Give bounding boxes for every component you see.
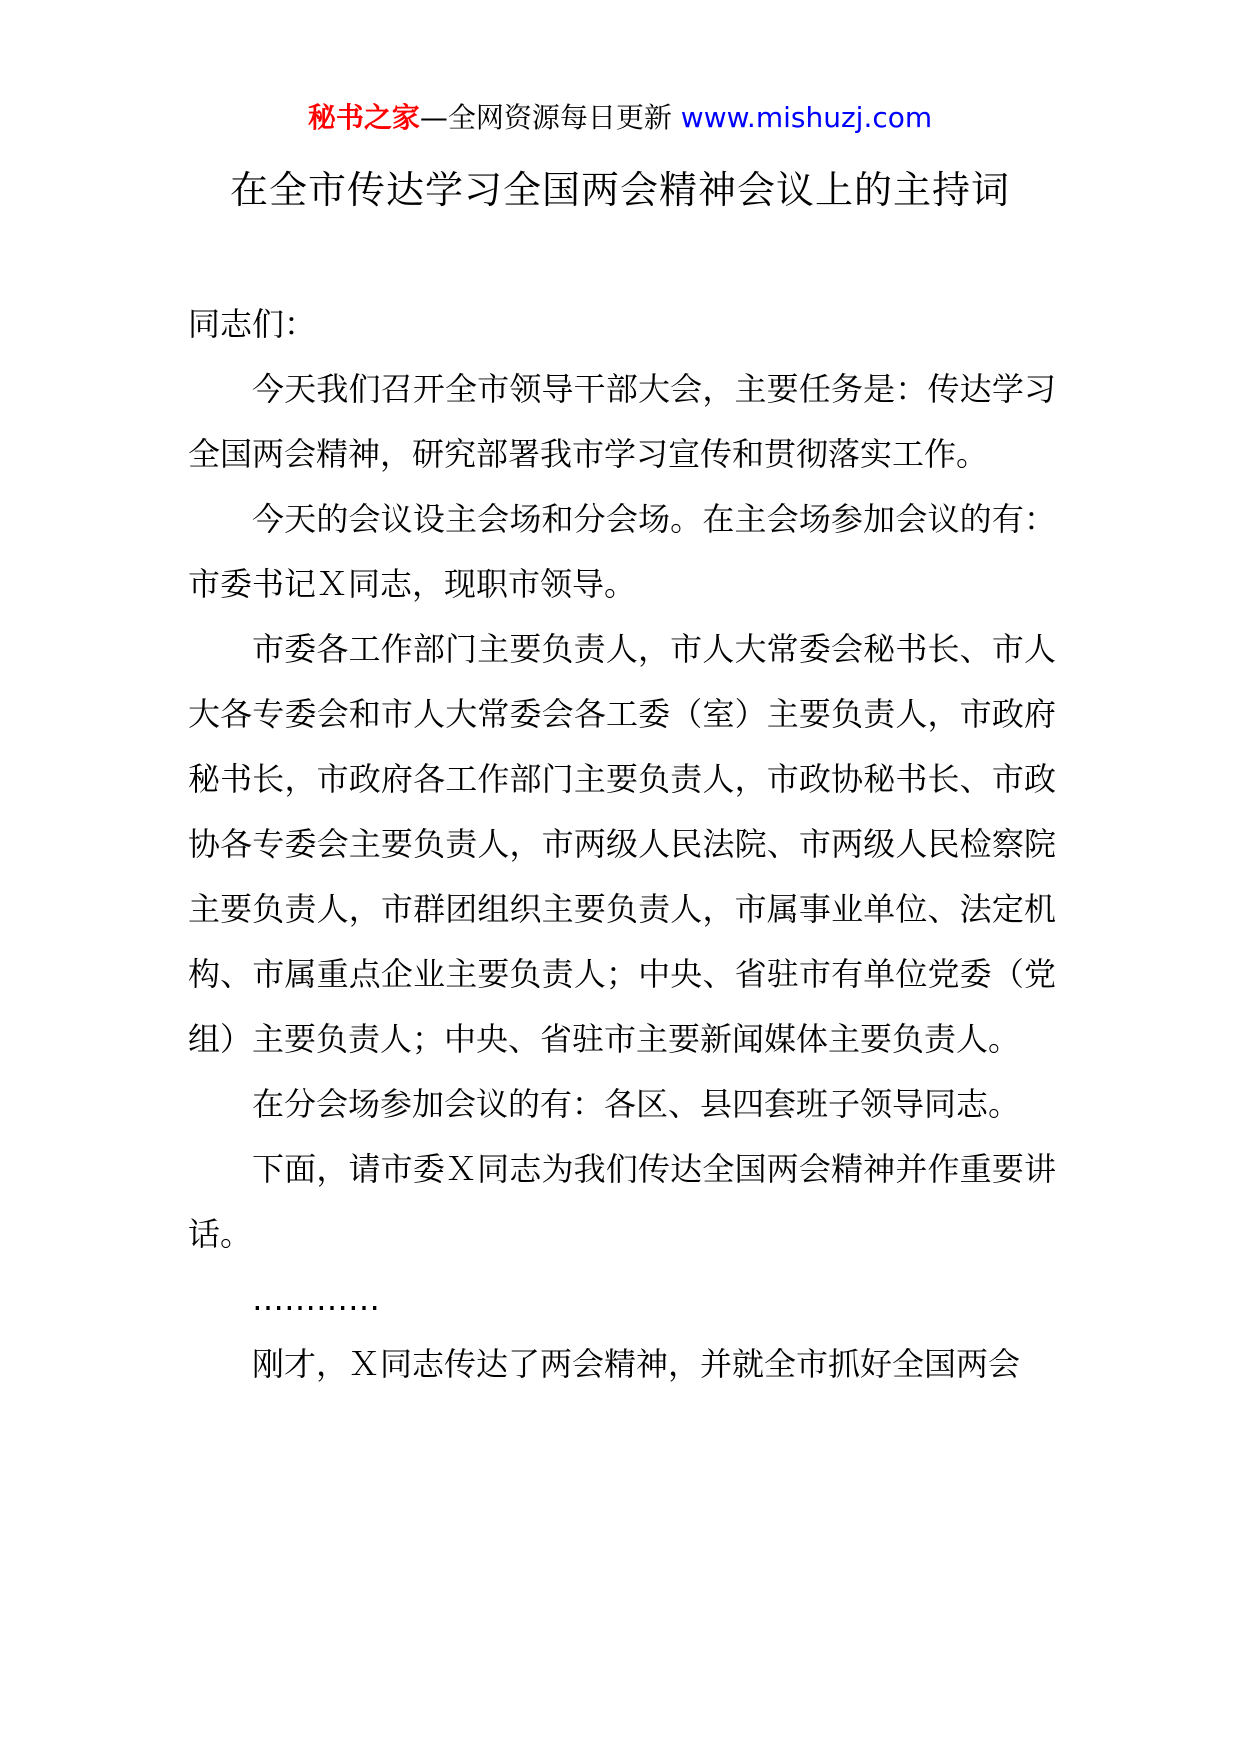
paragraph: 今天我们召开全市领导干部大会，主要任务是：传达学习全国两会精神，研究部署我市学习宣传和贯彻落实工作。 <box>188 370 1056 473</box>
document-body <box>188 292 1056 1397</box>
paragraph: 市委各工作部门主要负责人，市人大常委会秘书长、市人大各专委会和市人大常委会各工委（室）主要负责人，市政府秘书长，市政府各工作部门主要负责人，市政协秘书长、市政协各专委会主要负责人，市两级人民法院、市两级人民检察院主要负责人，市群团组织主要负责人，市属事业单位、法定机构、市属重点企业主要负责人；中央、省驻市有单位党委（党组）主要负责人；中央、省驻市主要新闻媒体主要负责人。 <box>188 630 1056 1058</box>
ellipsis-separator: ………… <box>252 1280 380 1318</box>
paragraph: 今天的会议设主会场和分会场。在主会场参加会议的有：市委书记Ｘ同志，现职市领导。 <box>188 500 1056 603</box>
document-title: 在全市传达学习全国两会精神会议上的主持词 <box>229 168 1010 212</box>
site-header <box>0 98 1240 138</box>
site-url-link[interactable]: www.mishuzj.com <box>680 101 933 134</box>
brand-name: 秘书之家 <box>307 101 420 134</box>
salutation: 同志们： <box>188 305 317 343</box>
header-slogan: —全网资源每日更新 <box>419 101 672 134</box>
paragraph: 在分会场参加会议的有：各区、县四套班子领导同志。 <box>252 1085 1021 1123</box>
paragraph: 下面，请市委Ｘ同志为我们传达全国两会精神并作重要讲话。 <box>188 1150 1056 1253</box>
paragraph: 刚才，Ｘ同志传达了两会精神，并就全市抓好全国两会 <box>252 1345 1021 1383</box>
